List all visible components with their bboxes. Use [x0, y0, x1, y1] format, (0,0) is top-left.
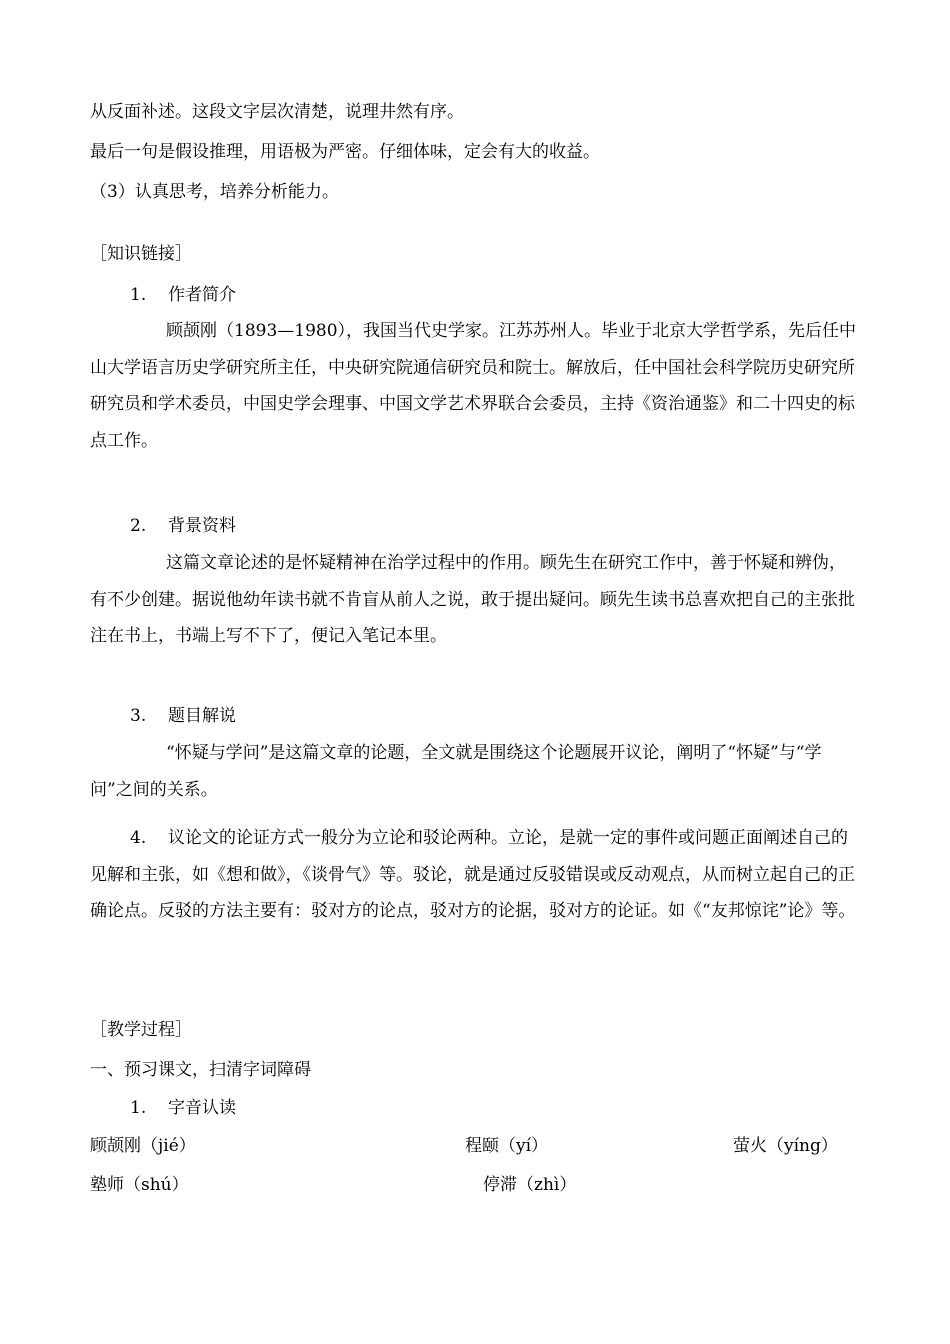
item-number: 2. — [130, 516, 147, 536]
section-heading-process: ［教学过程］ — [90, 1020, 192, 1040]
paragraph-background: 这篇文章论述的是怀疑精神在治学过程中的作用。顾先生在研究工作中，善于怀疑和辨伪，有不少创建。据说他幼年读书就不肯盲从前人之说，敢于提出疑问。顾先生读书总喜欢把自己的主张批注在书上，书端上写不下了，便记入笔记本里。 — [90, 553, 855, 646]
item-number: 4. — [130, 828, 147, 848]
item-title: 题目解说 — [168, 706, 236, 726]
section-heading-knowledge: ［知识链接］ — [90, 244, 192, 264]
section-step-1: 一、预习课文，扫清字词障碍 — [90, 1060, 311, 1080]
text-line: 最后一句是假设推理，用语极为严密。仔细体味，定会有大的收益。 — [90, 142, 600, 162]
paragraph-author-intro: 顾颉刚（1893—1980），我国当代史学家。江苏苏州人。毕业于北京大学哲学系，先后任中山大学语言历史学研究所主任，中央研究院通信研究员和院士。解放后，任中国社会科学院历史研究所研究员和学术委员，中国史学会理事、中国文学艺术界联合会委员，主持《资治通鉴》和二十四史的标点工作。 — [90, 321, 857, 451]
pronunciation-item: 停滞（zhì） — [483, 1175, 577, 1195]
item-number: 1. — [130, 1098, 147, 1118]
item-number: 3. — [130, 706, 147, 726]
text-line: （3）认真思考，培养分析能力。 — [90, 182, 339, 202]
item-title: 背景资料 — [168, 516, 236, 536]
paragraph-title-explanation: “怀疑与学问”是这篇文章的论题，全文就是围绕这个论题展开议论，阐明了“怀疑”与“学问”之间的关系。 — [90, 743, 822, 800]
pronunciation-item: 塾师（shú） — [90, 1175, 189, 1195]
item-title: 作者简介 — [168, 285, 236, 305]
item-number: 1. — [130, 285, 147, 305]
pronunciation-item: 萤火（yíng） — [733, 1136, 838, 1156]
pronunciation-item: 程颐（yí） — [465, 1136, 549, 1156]
item-title: 字音认读 — [168, 1098, 236, 1118]
pronunciation-item: 顾颉刚（jié） — [90, 1136, 196, 1156]
paragraph-argument-methods: 议论文的论证方式一般分为立论和驳论两种。立论，是就一定的事件或问题正面阐述自己的见解和主张，如《想和做》，《谈骨气》等。驳论，就是通过反驳错误或反动观点，从而树立起自己的正确论点。反驳的方法主要有：驳对方的论点，驳对方的论据，驳对方的论证。如《“友邦惊诧”论》等。 — [90, 828, 856, 921]
text-line: 从反面补述。这段文字层次清楚，说理井然有序。 — [90, 102, 464, 122]
